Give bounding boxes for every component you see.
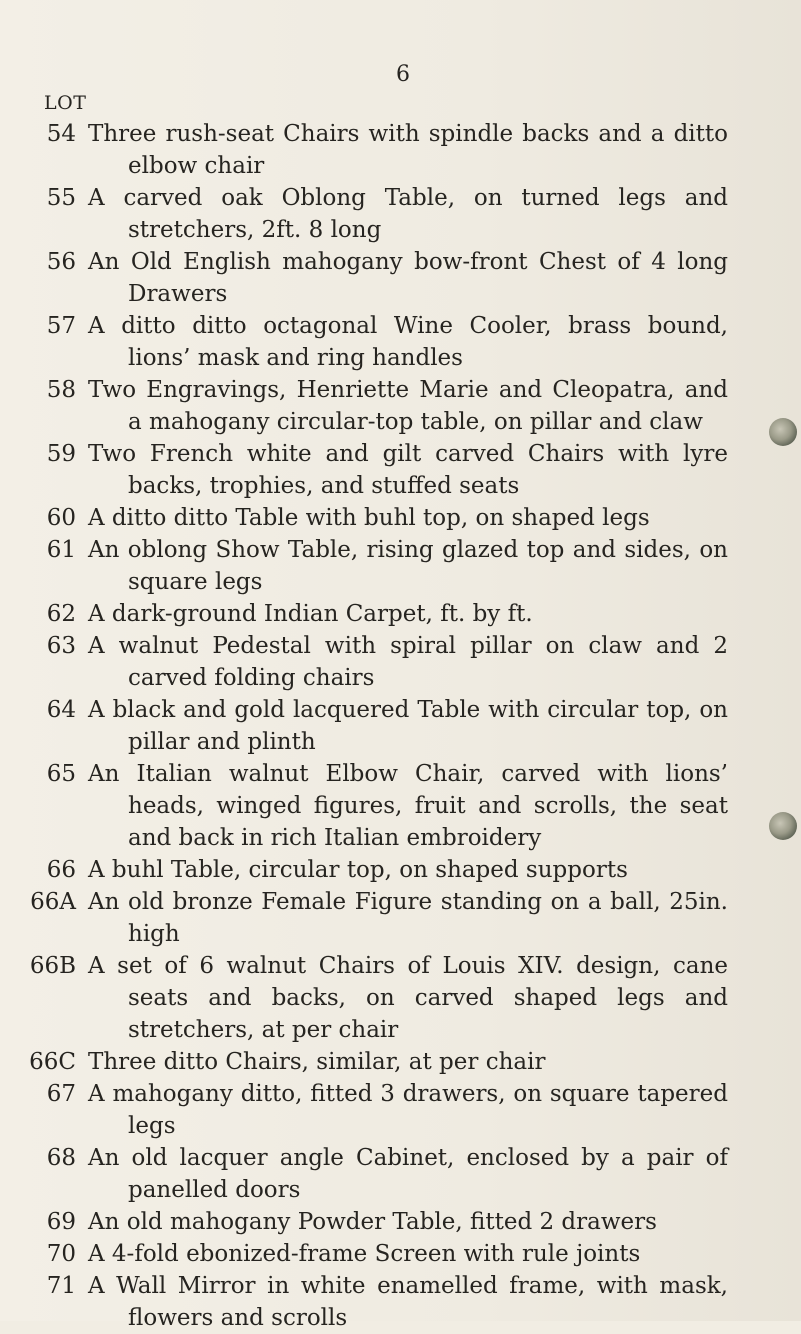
lot-entry (0, 694, 801, 758)
lot-entry (0, 502, 801, 534)
lot-entry (0, 310, 801, 374)
lot-description: A carved oak Oblong Table, on turned legs and stretchers, 2ft. 8 long (88, 185, 728, 243)
lot-number: 61 (46, 537, 76, 563)
lot-description: A buhl Table, circular top, on shaped supports (88, 857, 628, 883)
lot-number: 66C (29, 1049, 76, 1075)
lot-number: 66B (29, 953, 76, 979)
lot-description: An old lacquer angle Cabinet, enclosed by a pair of panelled doors (88, 1145, 728, 1203)
lot-entry (0, 118, 801, 182)
lot-number: 69 (46, 1209, 76, 1235)
lot-entry (0, 886, 801, 950)
lot-entry (0, 598, 801, 630)
lot-entry (0, 246, 801, 310)
lot-description: A mahogany ditto, fitted 3 drawers, on square tapered legs (88, 1081, 728, 1139)
binding-hole-mark-icon (769, 812, 797, 840)
lot-description: A black and gold lacquered Table with circular top, on pillar and plinth (88, 697, 728, 755)
lot-description: An old bronze Female Figure standing on a ball, 25in. high (88, 889, 728, 947)
lot-description: A Wall Mirror in white enamelled frame, with mask, flowers and scrolls (88, 1273, 728, 1331)
lot-description: A ditto ditto octagonal Wine Cooler, brass bound, lions’ mask and ring handles (88, 313, 728, 371)
lot-number: 68 (46, 1145, 76, 1171)
lot-number: 55 (46, 185, 76, 211)
lot-entry (0, 1078, 801, 1142)
binding-hole-mark-icon (769, 418, 797, 446)
lot-description: A walnut Pedestal with spiral pillar on claw and 2 carved folding chairs (88, 633, 728, 691)
lot-description: Two French white and gilt carved Chairs with lyre backs, trophies, and stuffed seats (88, 441, 728, 499)
lot-description: Three rush-seat Chairs with spindle backs and a ditto elbow chair (88, 121, 728, 179)
lot-number: 57 (46, 313, 76, 339)
lot-description: An oblong Show Table, rising glazed top and sides, on square legs (88, 537, 728, 595)
lot-entry (0, 758, 801, 854)
lot-description: Three ditto Chairs, similar, at per chair (88, 1049, 546, 1075)
lot-description: An old mahogany Powder Table, fitted 2 drawers (88, 1209, 657, 1235)
lot-number: 66A (30, 889, 76, 915)
lot-entry (0, 182, 801, 246)
lot-entry (0, 1142, 801, 1206)
lot-number: 54 (46, 121, 76, 147)
lot-entry (0, 374, 801, 438)
lot-entry (0, 438, 801, 502)
lot-list (0, 118, 801, 1334)
lot-number: 56 (46, 249, 76, 275)
lot-column-header: LOT (44, 92, 87, 114)
lot-number: 58 (46, 377, 76, 403)
lot-number: 59 (46, 441, 76, 467)
lot-entry (0, 534, 801, 598)
lot-description: A set of 6 walnut Chairs of Louis XIV. design, cane seats and backs, on carved shaped legs and stretchers, at per chair (88, 953, 728, 1043)
lot-number: 71 (46, 1273, 76, 1299)
lot-entry (0, 630, 801, 694)
lot-number: 63 (46, 633, 76, 659)
page-number: 6 (396, 62, 410, 87)
lot-number: 64 (46, 697, 76, 723)
lot-description: An Old English mahogany bow-front Chest of 4 long Drawers (88, 249, 728, 307)
lot-description: An Italian walnut Elbow Chair, carved with lions’ heads, winged figures, fruit and scrolls, the seat and back in rich Italian embroidery (88, 761, 728, 851)
lot-description: A 4-fold ebonized-frame Screen with rule joints (88, 1241, 641, 1267)
lot-entry (0, 1270, 801, 1334)
lot-description: A dark-ground Indian Carpet, ft. by ft. (88, 601, 533, 627)
lot-entry (0, 1046, 801, 1078)
lot-entry (0, 1238, 801, 1270)
lot-number: 65 (46, 761, 76, 787)
lot-entry (0, 854, 801, 886)
lot-number: 62 (46, 601, 76, 627)
lot-description: Two Engravings, Henriette Marie and Cleopatra, and a mahogany circular-top table, on pillar and claw (88, 377, 728, 435)
lot-entry (0, 1206, 801, 1238)
lot-number: 70 (46, 1241, 76, 1267)
lot-number: 67 (46, 1081, 76, 1107)
lot-number: 60 (46, 505, 76, 531)
lot-entry (0, 950, 801, 1046)
lot-number: 66 (46, 857, 76, 883)
lot-description: A ditto ditto Table with buhl top, on shaped legs (88, 505, 650, 531)
